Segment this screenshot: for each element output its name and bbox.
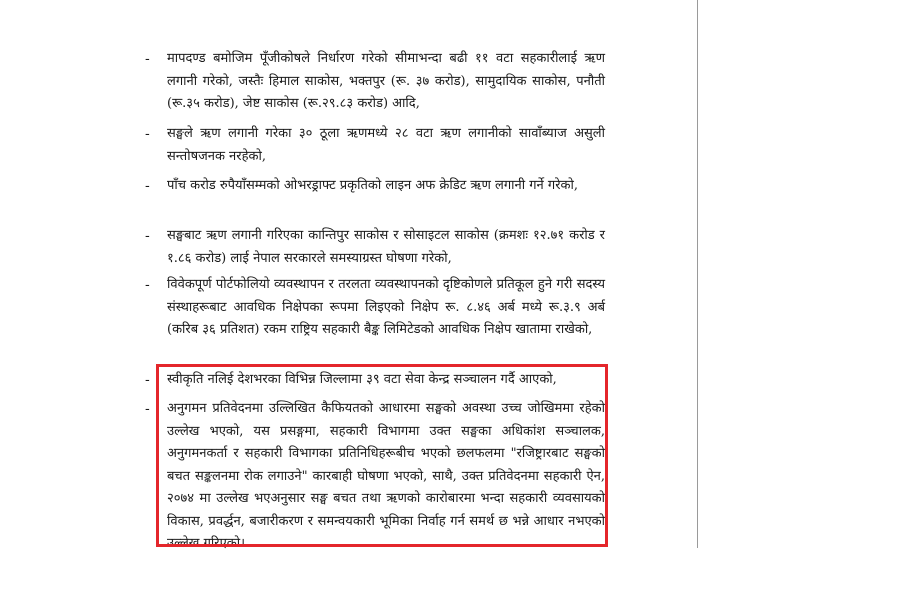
bullet-dash: - <box>145 401 150 417</box>
bullet-dash: - <box>145 178 150 194</box>
list-item-text: मापदण्ड बमोजिम पूँजीकोषले निर्धारण गरेको सीमाभन्दा बढी ११ वटा सहकारीलाई ऋण लगानी गरेको, जस्तैः हिमाल साकोस, भक्तपुर (रू. ३७ करोड), सामुदायिक साकोस, पनौती (रू.३५ करोड), जेष्ट साकोस (रू.२९.८३ करोड) आदि, <box>167 51 605 111</box>
bullet-dash: - <box>145 372 150 388</box>
page-edge-divider <box>697 0 698 548</box>
list-item <box>145 48 605 116</box>
bullet-dash: - <box>145 228 150 244</box>
list-item-text: विवेकपूर्ण पोर्टफोलियो व्यवस्थापन र तरलता व्यवस्थापनको दृष्टिकोणले प्रतिकूल हुने गरी सदस्य संस्थाहरूबाट आवधिक निक्षेपका रूपमा लिइएको निक्षेप रू. ८.४६ अर्ब मध्ये रू.३.९ अर्ब (करिब ३६ प्रतिशत) रकम राष्ट्रिय सहकारी बैङ्क लिमिटेडको आवधिक निक्षेप खातामा राखेको, <box>167 277 605 337</box>
bullet-dash: - <box>145 51 150 67</box>
list-item <box>145 123 605 168</box>
list-item <box>145 175 605 198</box>
list-item-text: अनुगमन प्रतिवेदनमा उल्लिखित कैफियतको आधारमा सङ्घको अवस्था उच्च जोखिममा रहेको उल्लेख भएको, यस प्रसङ्गमा, सहकारी विभागमा उक्त सङ्घका अधिकांश सञ्चालक, अनुगमनकर्ता र सहकारी विभागका प्रतिनिधिहरूबीच भएको छलफलमा "रजिष्ट्रारबाट सङ्घको बचत सङ्कलनमा रोक लगाउने" कारबाही घोषणा भएको, साथै, उक्त प्रतिवेदनमा सहकारी ऐन, २०७४ मा उल्लेख भएअनुसार सङ्घ बचत तथा ऋणको कारोबारमा भन्दा सहकारी व्यवसायको विकास, प्रवर्द्धन, बजारीकरण र समन्वयकारी भूमिका निर्वाह गर्न समर्थ छ भन्ने आधार नभएको उल्लेख गरिएको। <box>167 401 605 551</box>
list-item-text: सङ्घबाट ऋण लगानी गरिएका कान्तिपुर साकोस र सोसाइटल साकोस (क्रमशः १२.७१ करोड र १.८६ करोड) लाई नेपाल सरकारले समस्याग्रस्त घोषणा गरेको, <box>167 228 605 266</box>
list-item <box>145 274 605 342</box>
list-item <box>145 225 605 270</box>
list-item-text: पाँच करोड रुपैयाँसम्मको ओभरड्राफ्ट प्रकृतिको लाइन अफ क्रेडिट ऋण लगानी गर्ने गरेको, <box>167 178 579 193</box>
list-item-text: सङ्घले ऋण लगानी गरेका ३० ठूला ऋणमध्ये २८ वटा ऋण लगानीको सावाँब्याज असुली सन्तोषजनक नरहेको, <box>167 126 605 164</box>
list-item-text: स्वीकृति नलिई देशभरका विभिन्न जिल्लामा ३९ वटा सेवा केन्द्र सञ्चालन गर्दै आएको, <box>167 372 557 387</box>
bullet-dash: - <box>145 277 150 293</box>
highlight-box <box>156 364 608 547</box>
bullet-dash: - <box>145 126 150 142</box>
